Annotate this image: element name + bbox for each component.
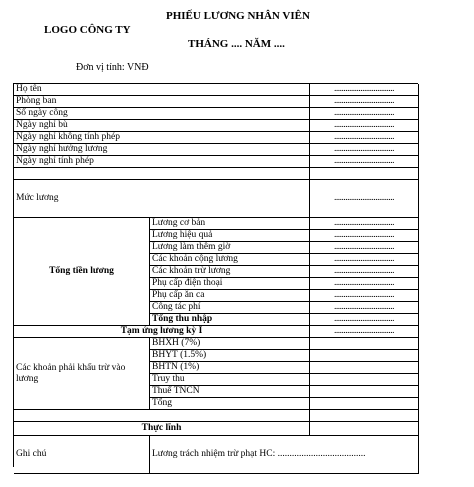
luong-hieu-qua-value: ................................ [310,230,419,242]
phu-cap-an-ca-value: ................................ [310,290,419,302]
tam-ung-label: Tạm ứng lương kỳ I [14,326,310,338]
bhyt-value [310,350,419,362]
khau-tru-label: Các khoản phải khấu trừ vào lương [14,338,150,410]
tong-khau-tru-label: Tổng [150,398,310,410]
thue-tncn-label: Thuế TNCN [150,386,310,398]
row-nghi-huong-luong-label: Ngày nghỉ hưởng lương [14,144,310,156]
phu-cap-dien-thoai-value: ................................ [310,278,419,290]
truy-thu-label: Truy thu [150,374,310,386]
thuc-linh-label: Thực lĩnh [14,422,310,436]
phu-cap-dien-thoai-label: Phụ cấp điện thoại [150,278,310,290]
row-ho-ten-value: ................................ [310,84,419,96]
bhtn-label: BHTN (1%) [150,362,310,374]
row-so-ngay-cong-value: ................................ [310,108,419,120]
payslip-table [13,83,418,467]
luong-them-gio-value: ................................ [310,242,419,254]
thue-tncn-value [310,386,419,398]
currency-unit: Đơn vị tính: VNĐ [76,62,149,73]
row-blank-2 [14,410,310,422]
ghi-chu-label: Ghi chú [14,436,150,474]
row-nghi-tinh-phep-label: Ngày nghỉ tính phép [14,156,310,168]
bhyt-label: BHYT (1.5%) [150,350,310,362]
row-so-ngay-cong-label: Số ngày công [14,108,310,120]
cong-tac-phi-label: Công tác phí [150,302,310,314]
row-ngay-nghi-bu-value: ................................ [310,120,419,132]
row-nghi-huong-luong-value: ................................ [310,144,419,156]
luong-them-gio-label: Lương làm thêm giờ [150,242,310,254]
bhxh-value [310,338,419,350]
row-ngay-nghi-bu-label: Ngày nghỉ bù [14,120,310,132]
row-blank-value [310,168,419,180]
khoan-tru-luong-label: Các khoản trừ lương [150,266,310,278]
ghi-chu-note: Lương trách nhiệm trừ phạt HC: ..................................... [150,436,419,474]
row-phong-ban-value: ................................ [310,96,419,108]
luong-hieu-qua-label: Lương hiệu quả [150,230,310,242]
row-nghi-khong-phep-value: ................................ [310,132,419,144]
row-ho-ten-label: Họ tên [14,84,310,96]
thuc-linh-value [310,422,419,436]
khoan-cong-luong-value: ................................ [310,254,419,266]
luong-co-ban-value: ................................ [310,218,419,230]
bhtn-value [310,362,419,374]
tam-ung-value: ................................ [310,326,419,338]
luong-co-ban-label: Lương cơ bản [150,218,310,230]
tong-tien-luong-label: Tổng tiền lương [14,218,150,326]
tong-thu-nhap-value: ................................ [310,314,419,326]
khoan-cong-luong-label: Các khoản cộng lương [150,254,310,266]
truy-thu-value [310,374,419,386]
cong-tac-phi-value: ................................ [310,302,419,314]
bhxh-label: BHXH (7%) [150,338,310,350]
row-nghi-tinh-phep-value: ................................ [310,156,419,168]
payslip-title: PHIẾU LƯƠNG NHÂN VIÊN [166,10,310,22]
company-logo-text: LOGO CÔNG TY [44,24,131,36]
tong-khau-tru-value [310,398,419,410]
khoan-tru-luong-value: ................................ [310,266,419,278]
row-muc-luong-value: ................................ [310,180,419,218]
row-muc-luong-label: Mức lương [14,180,310,218]
row-phong-ban-label: Phòng ban [14,96,310,108]
row-blank-2-value [310,410,419,422]
payslip-period: THÁNG .... NĂM .... [188,38,285,50]
tong-thu-nhap-label: Tổng thu nhập [150,314,310,326]
row-blank [14,168,310,180]
row-nghi-khong-phep-label: Ngày nghỉ không tính phép [14,132,310,144]
phu-cap-an-ca-label: Phụ cấp ăn ca [150,290,310,302]
